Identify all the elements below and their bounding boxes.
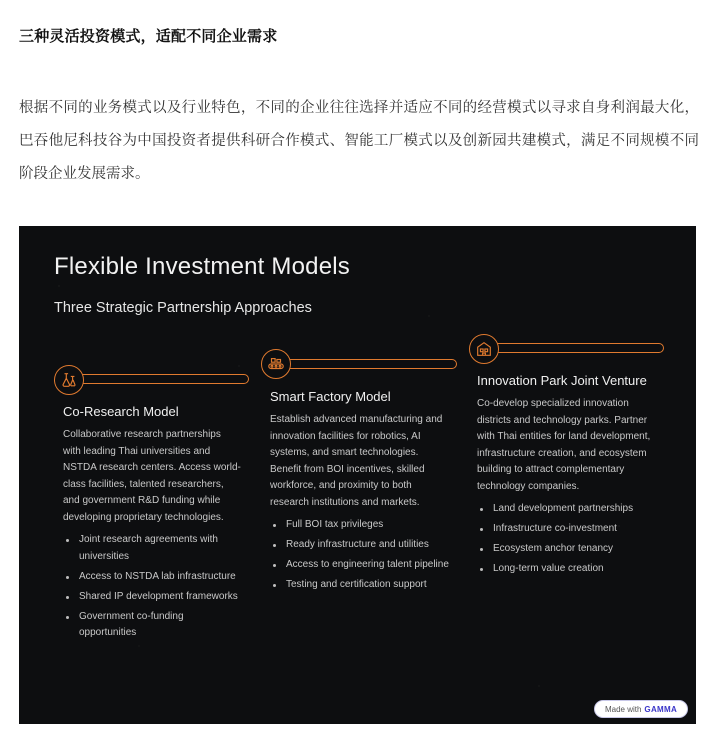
column-description: Establish advanced manufacturing and innovation facilities for robotics, AI systems, and smart technologies. Benefit from BOI incentives, skilled workforce, and proximity to both research institutions and markets. xyxy=(270,414,443,508)
column-bullets xyxy=(63,532,241,642)
bullet-item: Long-term value creation xyxy=(477,561,663,578)
bullet-item: Access to NSTDA lab infrastructure xyxy=(63,569,241,586)
timeline-track-1 xyxy=(69,374,249,384)
article-paragraph: 根据不同的业务模式以及行业特色，不同的企业往往选择并适应不同的经营模式以寻求自身利润最大化，巴吞他尼科技谷为中国投资者提供科研合作模式、智能工厂模式以及创新园共建模式，满足不同规模不同阶段企业发展需求。 xyxy=(19,100,699,182)
bullet-item: Land development partnerships xyxy=(477,501,663,518)
made-with-gamma-badge[interactable] xyxy=(594,700,688,718)
column-title: Smart Factory Model xyxy=(270,389,391,404)
column-description: Co-develop specialized innovation districts and technology parks. Partner with Thai entities for land development, infrastructure creation, and ecosystem building to attract complementary technology companies. xyxy=(477,398,651,492)
slide-title: Flexible Investment Models xyxy=(54,253,350,280)
column-innovation-park xyxy=(477,373,663,581)
bullet-item: Ready infrastructure and utilities xyxy=(270,537,452,554)
timeline-track-3 xyxy=(484,343,664,353)
column-co-research xyxy=(63,404,241,645)
bullet-item: Infrastructure co-investment xyxy=(477,521,663,538)
column-bullets xyxy=(477,501,663,578)
column-title: Innovation Park Joint Venture xyxy=(477,373,647,388)
bullet-item: Full BOI tax privileges xyxy=(270,517,452,534)
bullet-item: Ecosystem anchor tenancy xyxy=(477,541,663,558)
slide-subtitle: Three Strategic Partnership Approaches xyxy=(54,300,312,316)
bullet-item: Testing and certification support xyxy=(270,577,452,594)
column-smart-factory xyxy=(270,389,452,597)
badge-brand: GAMMA xyxy=(644,704,678,714)
slide-image xyxy=(19,226,696,724)
column-bullets xyxy=(270,517,452,594)
building-icon xyxy=(469,334,499,364)
column-title: Co-Research Model xyxy=(63,404,179,419)
bullet-item: Shared IP development frameworks xyxy=(63,589,241,606)
badge-prefix: Made with xyxy=(604,704,642,714)
conveyor-icon xyxy=(261,349,291,379)
bullet-item: Government co-funding opportunities xyxy=(63,609,241,642)
flask-icon xyxy=(54,365,84,395)
timeline-track-2 xyxy=(277,359,457,369)
bullet-item: Joint research agreements with universities xyxy=(63,532,241,565)
bullet-item: Access to engineering talent pipeline xyxy=(270,557,452,574)
article-heading: 三种灵活投资模式，适配不同企业需求 xyxy=(19,27,278,45)
column-description: Collaborative research partnerships with leading Thai universities and NSTDA research centers. Access world-class facilities, talented researchers, and government R&D funding while developing proprietary technologies. xyxy=(63,429,241,523)
